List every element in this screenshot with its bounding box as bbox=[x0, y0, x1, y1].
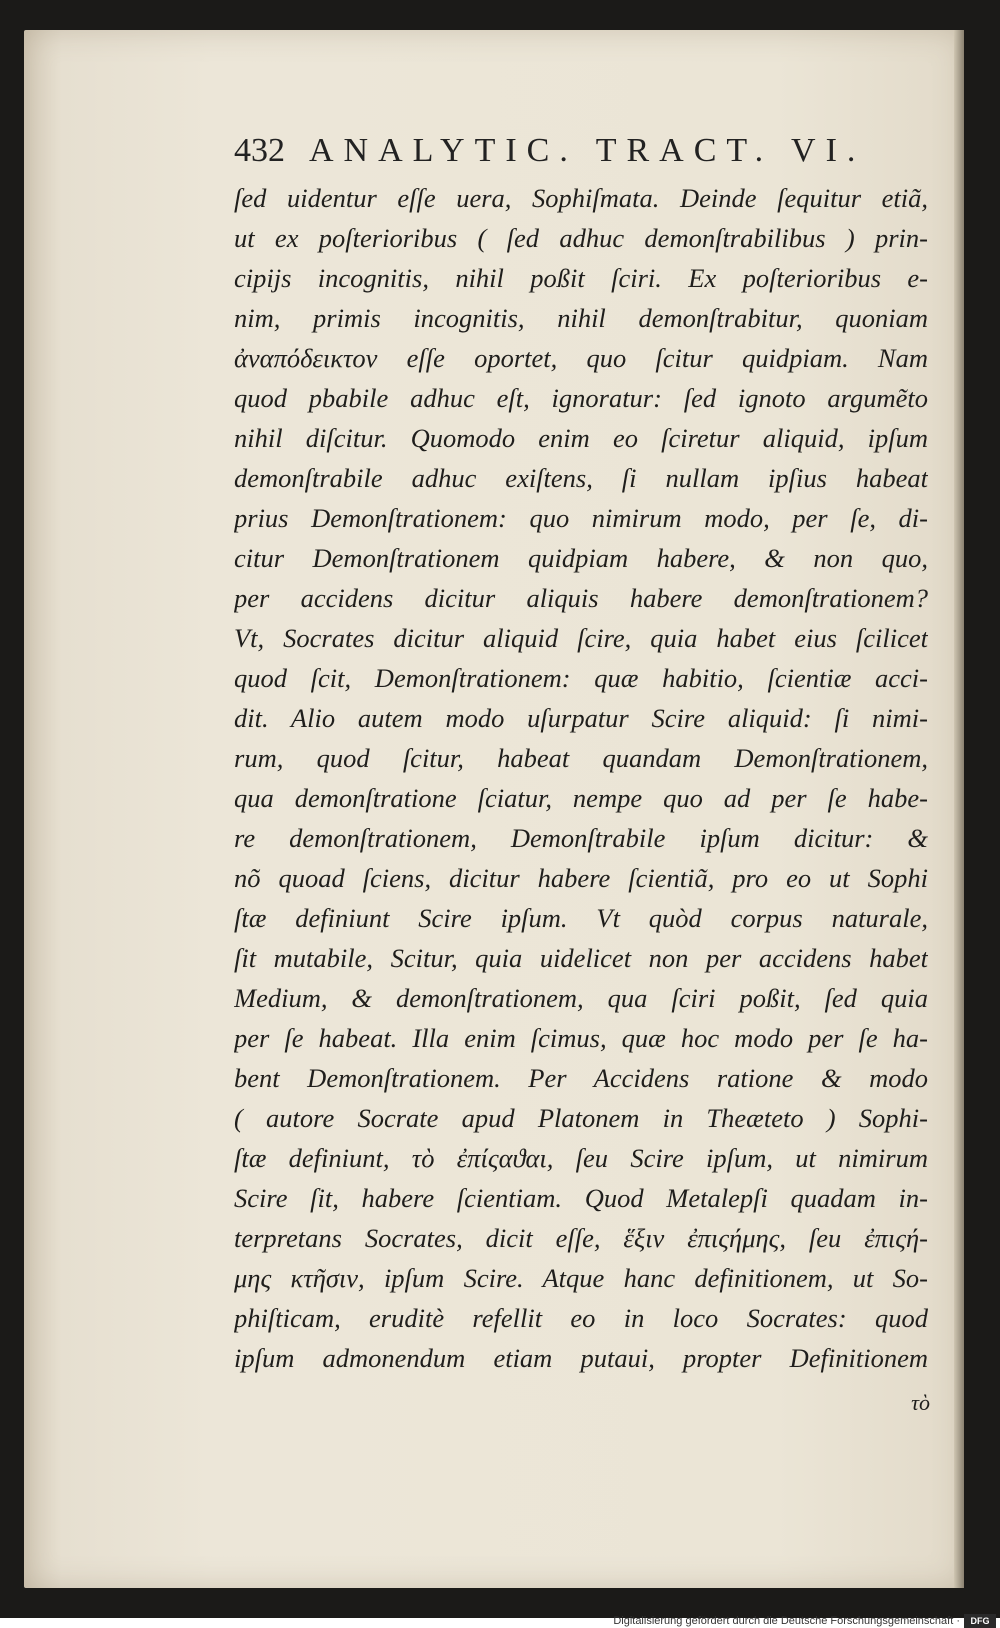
text-line: Medium, & demonſtrationem, qua ſciri poßit, ſed quia bbox=[234, 983, 928, 1013]
text-line: nihil diſcitur. Quomodo enim eo ſciretur aliquid, ipſum bbox=[234, 423, 928, 453]
text-line: demonſtrabile adhuc exiſtens, ſi nullam ipſius habeat bbox=[234, 463, 928, 493]
text-line: terpretans Socrates, dicit eſſe, ἕξιν ἐπιςήμης, ſeu ἐπιςή- bbox=[234, 1223, 928, 1253]
text-line: ſtæ definiunt, τὸ ἐπίςαϑαι, ſeu Scire ipſum, ut nimirum bbox=[234, 1143, 928, 1173]
text-line: phiſticam, eruditè refellit eo in loco Socrates: quod bbox=[234, 1303, 928, 1333]
text-line: nõ quoad ſciens, dicitur habere ſcientiã, pro eo ut Sophi bbox=[234, 863, 928, 893]
text-line: re demonſtrationem, Demonſtrabile ipſum dicitur: & bbox=[234, 823, 928, 853]
text-line: quod pbabile adhuc eſt, ignoratur: ſed ignoto argumẽto bbox=[234, 383, 928, 413]
text-line: rum, quod ſcitur, habeat quandam Demonſtrationem, bbox=[234, 743, 928, 773]
text-line: qua demonſtratione ſciatur, nempe quo ad per ſe habe- bbox=[234, 783, 928, 813]
funding-note: Digitalisierung gefördert durch die Deutsche Forschungsgemeinschaft · bbox=[613, 1615, 960, 1627]
text-block bbox=[234, 178, 928, 1378]
text-line: per ſe habeat. Illa enim ſcimus, quæ hoc modo per ſe ha- bbox=[234, 1023, 928, 1053]
catchword: τὸ bbox=[911, 1390, 930, 1415]
text-line: Scire ſit, habere ſcientiam. Quod Metalepſi quadam in- bbox=[234, 1183, 928, 1213]
text-line: ipſum admonendum etiam putaui, propter Definitionem bbox=[234, 1343, 928, 1373]
text-line: prius Demonſtrationem: quo nimirum modo, per ſe, di- bbox=[234, 503, 928, 533]
dfg-logo: DFG bbox=[964, 1614, 996, 1628]
page-number: 432 bbox=[234, 132, 285, 169]
text-line: citur Demonſtrationem quidpiam habere, & non quo, bbox=[234, 543, 928, 573]
text-line: μης κτῆσιν, ipſum Scire. Atque hanc definitionem, ut So- bbox=[234, 1263, 928, 1293]
text-line: ſtæ definiunt Scire ipſum. Vt quòd corpus naturale, bbox=[234, 903, 928, 933]
text-line: ſit mutabile, Scitur, quia uidelicet non per accidens habet bbox=[234, 943, 928, 973]
text-line: Vt, Socrates dicitur aliquid ſcire, quia habet eius ſcilicet bbox=[234, 623, 928, 653]
text-line: per accidens dicitur aliquis habere demonſtrationem? bbox=[234, 583, 928, 613]
page-edge bbox=[954, 30, 964, 1588]
text-line: nim, primis incognitis, nihil demonſtrabitur, quoniam bbox=[234, 303, 928, 333]
text-line: bent Demonſtrationem. Per Accidens ratione & modo bbox=[234, 1063, 928, 1093]
running-head bbox=[234, 132, 934, 178]
text-line: ut ex poſterioribus ( ſed adhuc demonſtrabilibus ) prin- bbox=[234, 223, 928, 253]
text-line: quod ſcit, Demonſtrationem: quæ habitio, ſcientiæ acci- bbox=[234, 663, 928, 693]
text-line: ἀναπόδεικτον eſſe oportet, quo ſcitur quidpiam. Nam bbox=[234, 343, 928, 373]
running-title: ANALYTIC. TRACT. VI. bbox=[309, 132, 866, 169]
text-line: ſed uidentur eſſe uera, Sophiſmata. Deinde ſequitur etiã, bbox=[234, 183, 928, 213]
text-line: dit. Alio autem modo uſurpatur Scire aliquid: ſi nimi- bbox=[234, 703, 928, 733]
text-line: cipijs incognitis, nihil poßit ſciri. Ex poſterioribus e- bbox=[234, 263, 928, 293]
text-line: ( autore Socrate apud Platonem in Theæteto ) Sophi- bbox=[234, 1103, 928, 1133]
